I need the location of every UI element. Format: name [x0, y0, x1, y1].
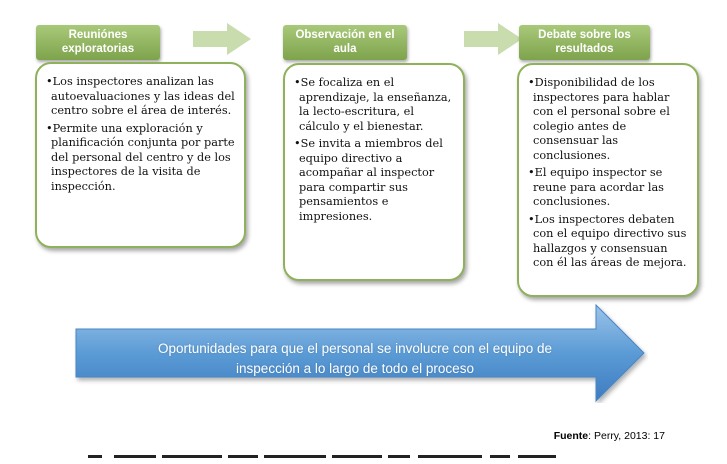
stage-1-bullet-2: • Permite una exploración y planificación conjunta por parte del personal del centro y de los inspectores de la visita de inspección.	[51, 122, 236, 195]
stage-1-card	[35, 62, 246, 248]
process-arrow-caption	[105, 339, 605, 379]
source-label: Fuente	[553, 430, 589, 442]
stage-3-bullet-3: • Los inspectores debaten con el equipo directivo sus hallazgos y consensuan con él las áreas de mejora.	[533, 213, 689, 271]
stage-2-card	[283, 63, 465, 281]
stage-1-title: Reuniónes exploratorias	[61, 29, 135, 55]
stage-2-bullet-1: • Se focaliza en el aprendizaje, la enseñanza, la lecto-escritura, el cálculo y el bienestar.	[299, 76, 455, 134]
stage-3-bullet-2: • El equipo inspector se reune para acordar las conclusiones.	[533, 166, 689, 210]
process-arrow-line-1: Oportunidades para que el personal se involucre con el equipo de	[157, 341, 553, 356]
stage-2-header	[283, 25, 407, 60]
cropped-text-line	[88, 455, 558, 464]
stage-3-title: Debate sobre los resultados	[538, 29, 631, 55]
source-text: : Perry, 2013: 17	[588, 430, 665, 442]
chevron-arrow-icon	[193, 22, 253, 56]
process-arrow-line-2: inspección a lo largo de todo el proceso	[236, 361, 474, 376]
stage-2-title: Observación en el aula	[295, 29, 395, 55]
stage-2-bullet-2: • Se invita a miembros del equipo directivo a acompañar al inspector para compartir sus pensamientos e impresiones.	[299, 137, 455, 224]
stage-3-bullet-list	[533, 76, 689, 271]
chevron-arrow-icon	[464, 22, 524, 56]
stage-3-card	[517, 63, 699, 297]
stage-3-header	[519, 25, 650, 60]
stage-1-bullet-1: • Los inspectores analizan las autoevaluaciones y las ideas del centro sobre el área de interés.	[51, 75, 236, 119]
stage-3-bullet-1: • Disponibilidad de los inspectores para hablar con el personal sobre el colegio antes de consensuar las conclusiones.	[533, 76, 689, 163]
stage-1-bullet-list	[51, 75, 236, 194]
stage-1-header	[36, 25, 160, 60]
stage-2-bullet-list	[299, 76, 455, 224]
source-citation	[554, 430, 665, 442]
